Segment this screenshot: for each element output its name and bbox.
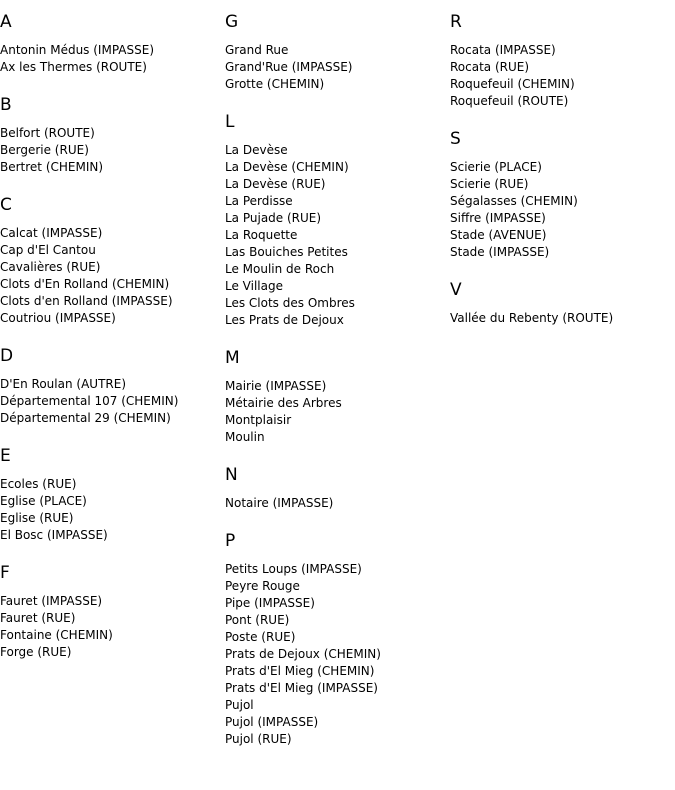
letter-group <box>225 531 450 748</box>
street-link[interactable]: Métairie des Arbres <box>225 396 342 410</box>
letter-heading: L <box>225 112 235 132</box>
street-link[interactable]: La Roquette <box>225 228 298 242</box>
letter-heading: A <box>0 12 12 32</box>
street-list <box>225 42 450 93</box>
street-link[interactable]: Moulin <box>225 430 265 444</box>
street-link[interactable]: Pujol (RUE) <box>225 732 292 746</box>
street-link[interactable]: Grand Rue <box>225 43 289 57</box>
street-link[interactable]: Pujol <box>225 698 254 712</box>
street-link[interactable]: Petits Loups (IMPASSE) <box>225 562 362 576</box>
street-list <box>0 376 225 427</box>
street-link[interactable]: Stade (IMPASSE) <box>450 245 550 259</box>
letter-group <box>225 348 450 446</box>
street-link[interactable]: La Devèse (RUE) <box>225 177 326 191</box>
letter-heading: E <box>0 446 11 466</box>
street-link[interactable]: Roquefeuil (ROUTE) <box>450 94 569 108</box>
street-link[interactable]: Antonin Médus (IMPASSE) <box>0 43 154 57</box>
letter-heading: S <box>450 129 461 149</box>
street-link[interactable]: Ecoles (RUE) <box>0 477 77 491</box>
letter-group <box>225 465 450 512</box>
letter-group <box>450 12 675 110</box>
letter-heading: N <box>225 465 238 485</box>
street-link[interactable]: Prats de Dejoux (CHEMIN) <box>225 647 381 661</box>
street-link[interactable]: Mairie (IMPASSE) <box>225 379 327 393</box>
letter-group <box>0 12 225 76</box>
street-link[interactable]: Pipe (IMPASSE) <box>225 596 315 610</box>
street-link[interactable]: Peyre Rouge <box>225 579 300 593</box>
letter-heading: M <box>225 348 240 368</box>
index-column-3 <box>450 0 675 346</box>
street-link[interactable]: El Bosc (IMPASSE) <box>0 528 108 542</box>
letter-heading: P <box>225 531 236 551</box>
letter-heading: V <box>450 280 462 300</box>
letter-group <box>0 446 225 544</box>
street-link[interactable]: Fauret (RUE) <box>0 611 76 625</box>
street-link[interactable]: La Devèse (CHEMIN) <box>225 160 349 174</box>
letter-heading: F <box>0 563 10 583</box>
letter-group <box>225 12 450 93</box>
street-link[interactable]: Montplaisir <box>225 413 292 427</box>
street-link[interactable]: Prats d'El Mieg (CHEMIN) <box>225 664 375 678</box>
street-link[interactable]: La Pujade (RUE) <box>225 211 322 225</box>
street-link[interactable]: Prats d'El Mieg (IMPASSE) <box>225 681 378 695</box>
letter-heading: R <box>450 12 462 32</box>
street-link[interactable]: Fauret (IMPASSE) <box>0 594 103 608</box>
street-list <box>0 225 225 327</box>
street-link[interactable]: Les Clots des Ombres <box>225 296 355 310</box>
index-column-2 <box>225 0 450 767</box>
street-link[interactable]: Pujol (IMPASSE) <box>225 715 319 729</box>
letter-heading: G <box>225 12 239 32</box>
street-list <box>225 142 450 329</box>
letter-heading: D <box>0 346 14 366</box>
street-list <box>225 495 450 512</box>
street-link[interactable]: Siffre (IMPASSE) <box>450 211 546 225</box>
street-link[interactable]: Cavalières (RUE) <box>0 260 101 274</box>
street-link[interactable]: Rocata (IMPASSE) <box>450 43 556 57</box>
letter-group <box>0 346 225 427</box>
letter-heading: B <box>0 95 12 115</box>
street-link[interactable]: Scierie (RUE) <box>450 177 529 191</box>
letter-group <box>450 280 675 327</box>
street-link[interactable]: Grotte (CHEMIN) <box>225 77 325 91</box>
street-link[interactable]: Coutriou (IMPASSE) <box>0 311 116 325</box>
street-link[interactable]: Belfort (ROUTE) <box>0 126 95 140</box>
street-link[interactable]: La Perdisse <box>225 194 293 208</box>
street-link[interactable]: Ségalasses (CHEMIN) <box>450 194 578 208</box>
letter-group <box>0 95 225 176</box>
street-link[interactable]: Le Village <box>225 279 283 293</box>
street-link[interactable]: Départemental 107 (CHEMIN) <box>0 394 179 408</box>
street-list <box>225 378 450 446</box>
street-link[interactable]: Clots d'en Rolland (IMPASSE) <box>0 294 173 308</box>
street-link[interactable]: Stade (AVENUE) <box>450 228 547 242</box>
street-link[interactable]: Forge (RUE) <box>0 645 72 659</box>
street-list <box>0 125 225 176</box>
street-link[interactable]: Le Moulin de Roch <box>225 262 335 276</box>
letter-group <box>0 563 225 661</box>
street-link[interactable]: Calcat (IMPASSE) <box>0 226 103 240</box>
index-column-1 <box>0 0 225 680</box>
street-link[interactable]: Scierie (PLACE) <box>450 160 542 174</box>
street-link[interactable]: La Devèse <box>225 143 288 157</box>
street-link[interactable]: Fontaine (CHEMIN) <box>0 628 113 642</box>
street-list <box>0 593 225 661</box>
street-link[interactable]: Départemental 29 (CHEMIN) <box>0 411 171 425</box>
letter-group <box>225 112 450 329</box>
letter-group <box>0 195 225 327</box>
street-link[interactable]: Vallée du Rebenty (ROUTE) <box>450 311 614 325</box>
street-link[interactable]: Rocata (RUE) <box>450 60 530 74</box>
street-list <box>450 159 675 261</box>
street-link[interactable]: Roquefeuil (CHEMIN) <box>450 77 575 91</box>
street-link[interactable]: Bergerie (RUE) <box>0 143 89 157</box>
street-list <box>450 42 675 110</box>
street-link[interactable]: Poste (RUE) <box>225 630 296 644</box>
street-link[interactable]: Clots d'En Rolland (CHEMIN) <box>0 277 170 291</box>
street-link[interactable]: Bertret (CHEMIN) <box>0 160 104 174</box>
street-link[interactable]: Las Bouiches Petites <box>225 245 348 259</box>
street-link[interactable]: Cap d'El Cantou <box>0 243 96 257</box>
street-link[interactable]: Notaire (IMPASSE) <box>225 496 334 510</box>
street-link[interactable]: Grand'Rue (IMPASSE) <box>225 60 353 74</box>
street-list <box>225 561 450 748</box>
street-list <box>0 476 225 544</box>
street-link[interactable]: Les Prats de Dejoux <box>225 313 344 327</box>
street-link[interactable]: Pont (RUE) <box>225 613 290 627</box>
street-link[interactable]: Eglise (RUE) <box>0 511 74 525</box>
street-list <box>0 42 225 76</box>
letter-group <box>450 129 675 261</box>
street-link[interactable]: D'En Roulan (AUTRE) <box>0 377 126 391</box>
street-link[interactable]: Eglise (PLACE) <box>0 494 87 508</box>
letter-heading: C <box>0 195 12 215</box>
street-list <box>450 310 675 327</box>
street-link[interactable]: Ax les Thermes (ROUTE) <box>0 60 147 74</box>
